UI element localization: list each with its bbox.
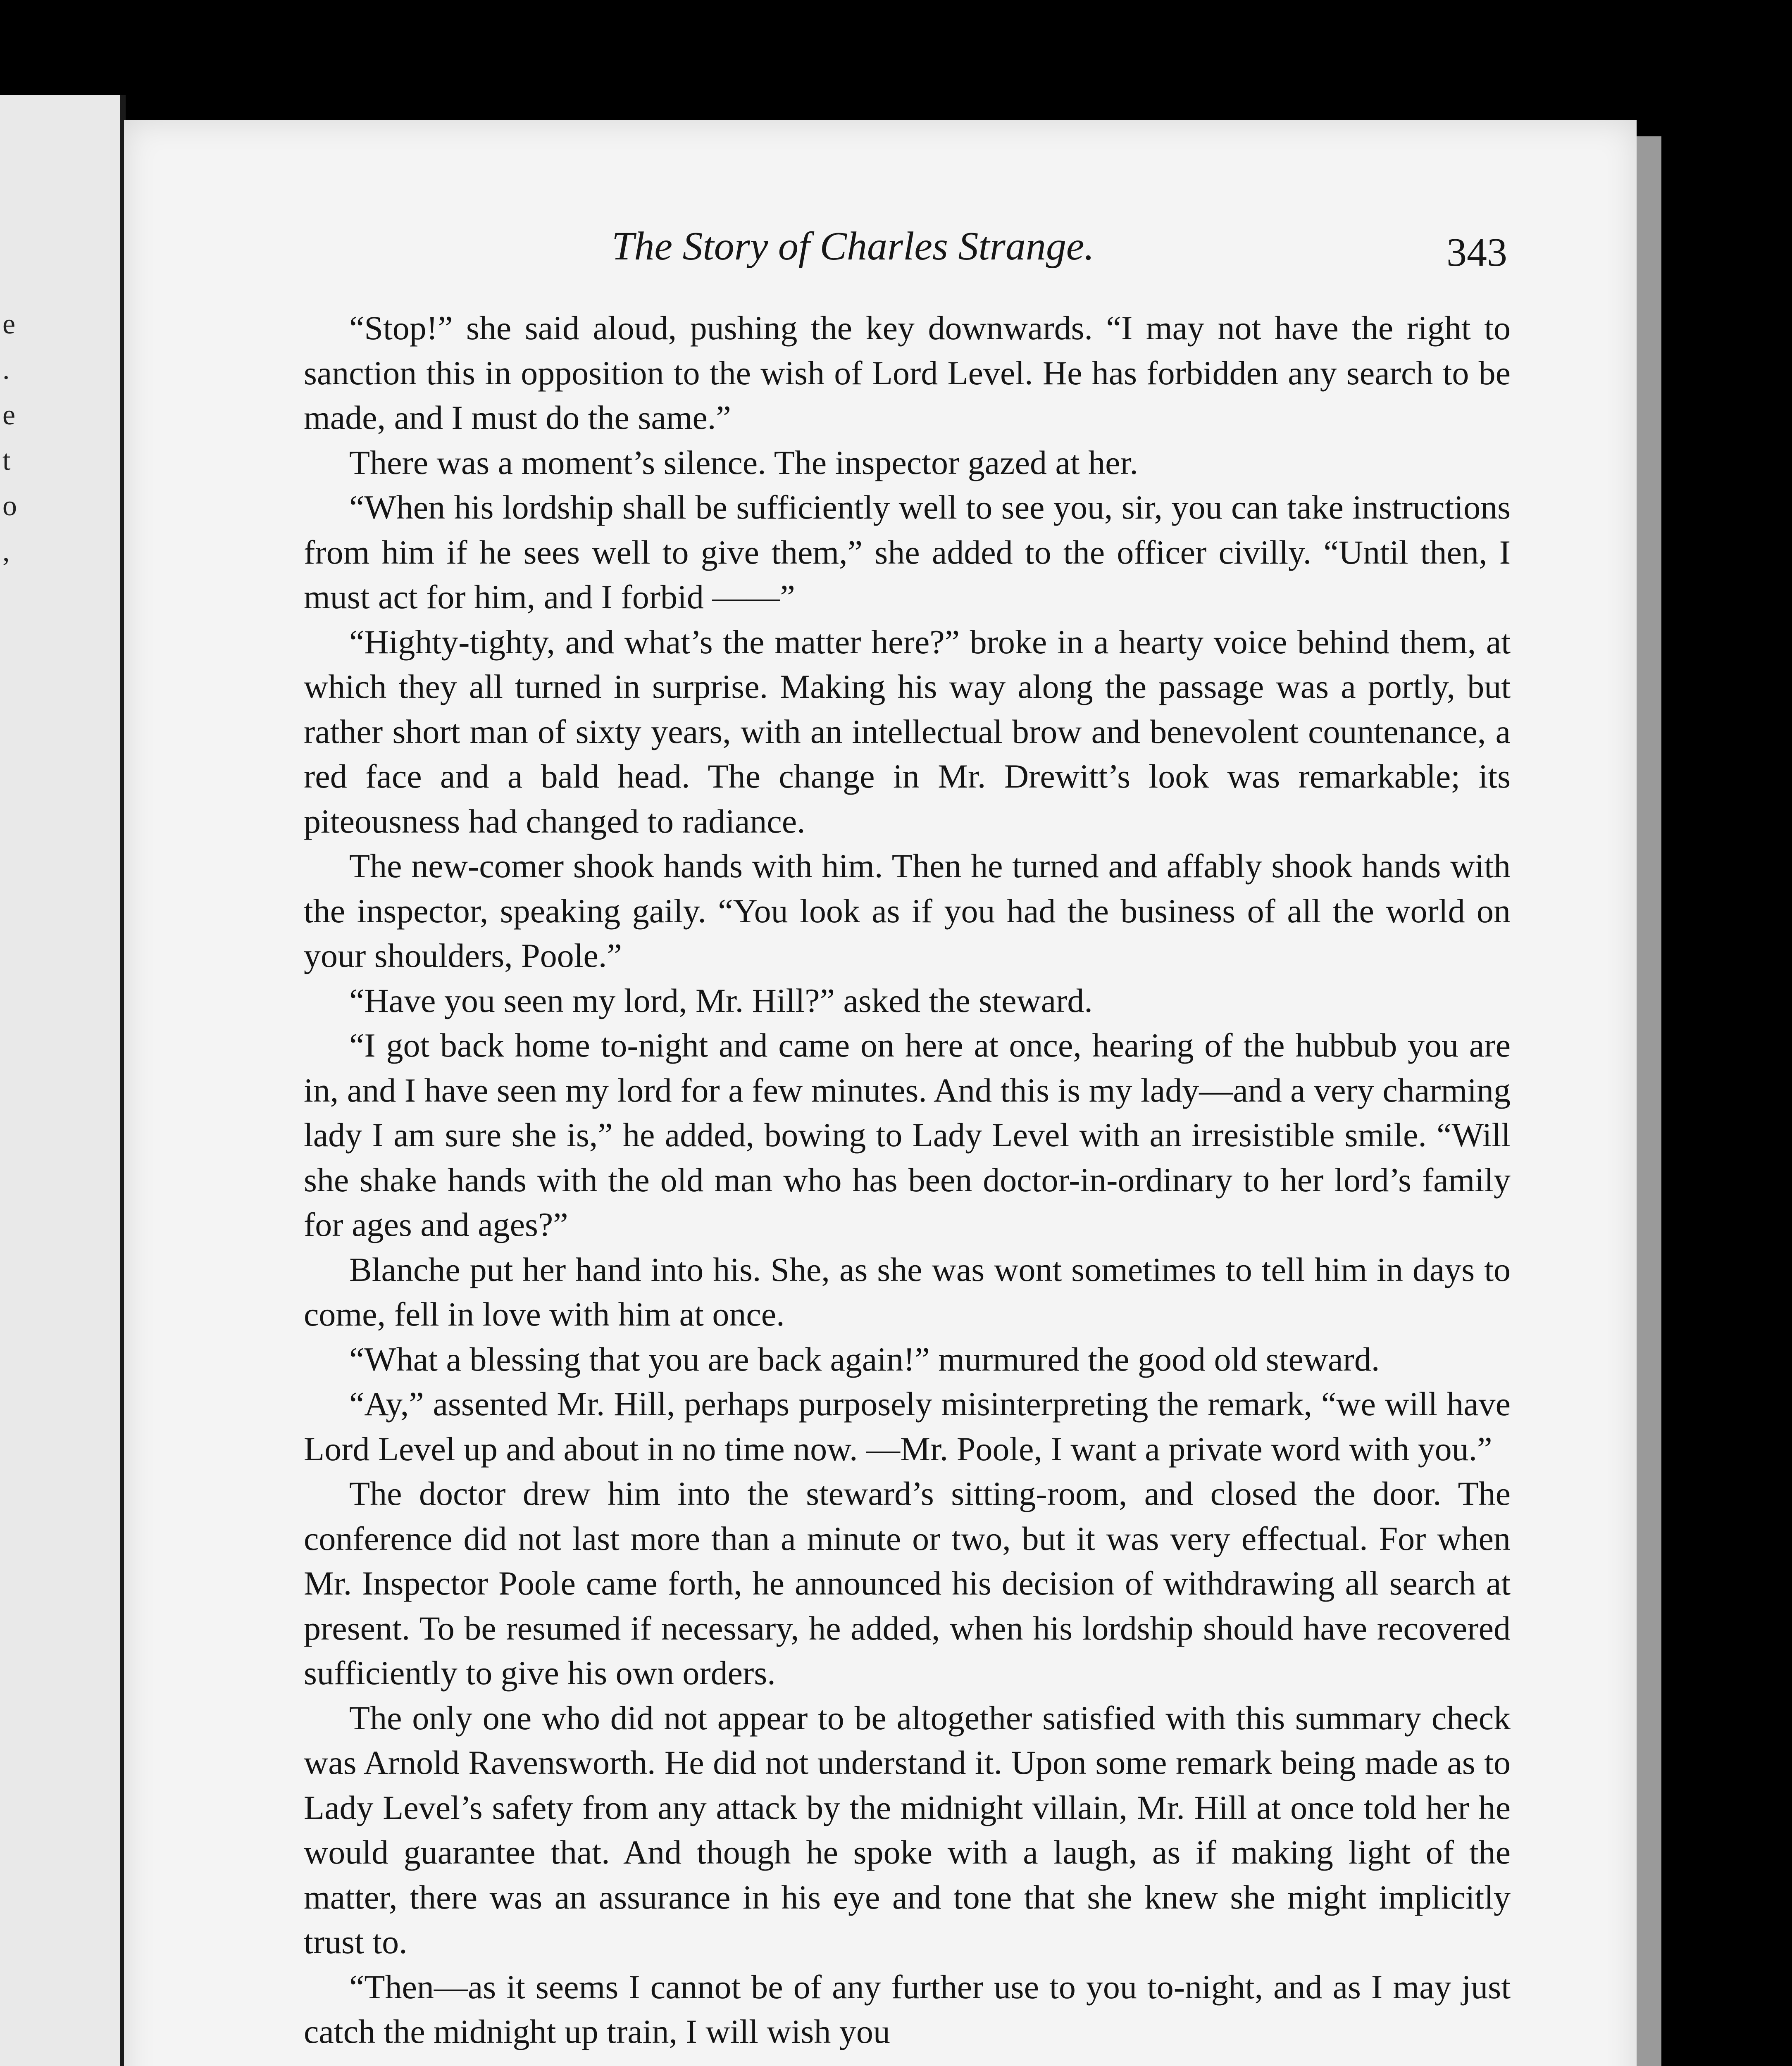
paragraph: The only one who did not appear to be altogether satisfied with this summary check was Arnold Ravensworth. He did not understand it. Upon some remark being made as to Lady Level’s safety from any attack by the midnight villain, Mr. Hill at once told her he would guarantee that. And though he spoke with a laugh, as if making light of the matter, there was an assurance in his eye and tone that she knew she might implicitly trust to. [304,1699,1511,1961]
edge-char: o [2,490,17,522]
edge-char: . [2,354,10,386]
paragraph: “Highty-tighty, and what’s the matter here?” broke in a hearty voice behind them, at which they all turned in surprise. Making his way along the passage was a portly, but rather short man of sixty years, with an intellectual brow and benevolent countenance, a red face and a bald head. The change in Mr. Drewitt’s look was remarkable; its piteousness had changed to radiance. [304,623,1511,840]
paragraph: There was a moment’s silence. The inspector gazed at her. [349,443,1138,481]
page-number: 343 [1446,230,1507,275]
paragraph: “When his lordship shall be sufficiently well to see you, sir, you can take instructions from him if he sees well to give them,” she added to the officer civilly. “Until then, I must act for him, and I forbid ——” [304,488,1511,616]
edge-char: e [2,308,16,340]
paragraph: “Have you seen my lord, Mr. Hill?” asked the steward. [349,981,1093,1019]
paragraph: “Then—as it seems I cannot be of any further use to you to-night, and as I may just catch the midnight up train, I will wish you [304,1968,1511,2050]
paragraph: “What a blessing that you are back again!” murmured the good old steward. [349,1340,1380,1378]
paragraph: The new-comer shook hands with him. Then he turned and affably shook hands with the inspector, speaking gaily. “You look as if you had the business of all the world on your shoulders, Poole.” [304,847,1511,974]
edge-char: , [2,536,10,567]
page-right-edge [1637,136,1661,2066]
paragraph: “I got back home to-night and came on here at once, hearing of the hubbub you are in, and I have seen my lord for a few minutes. And this is my lady—and a very charming lady I am sure she is,” he added, bowing to Lady Level with an irresistible smile. “Will she shake hands with the old man who has been doctor-in-ordinary to her lord’s family for ages and ages?” [304,1026,1511,1243]
paragraph: The doctor drew him into the steward’s sitting-room, and closed the door. The conference did not last more than a minute or two, but it was very effectual. For when Mr. Inspector Poole came forth, he announced his decision of withdrawing all search at present. To be resumed if necessary, he added, when his lordship should have recovered sufficiently to give his own orders. [304,1475,1511,1692]
paragraph: “Stop!” she said aloud, pushing the key downwards. “I may not have the right to sanction this in opposition to the wish of Lord Level. He has forbidden any search to be made, and I must do the same.” [304,309,1511,436]
paragraph: “Ay,” assented Mr. Hill, perhaps purposely misinterpreting the remark, “we will have Lord Level up and about in no time now. —Mr. Poole, I want a private word with you.” [304,1385,1511,1468]
body-text [304,306,1511,2054]
running-title: The Story of Charles Strange. [612,224,1094,269]
paragraph: Blanche put her hand into his. She, as she was wont sometimes to tell him in days to come, fell in love with him at once. [304,1250,1511,1333]
edge-char: t [2,445,11,476]
edge-char: e [2,399,16,431]
left-page-text-fragments [2,302,17,574]
left-page-edge [0,95,126,2066]
